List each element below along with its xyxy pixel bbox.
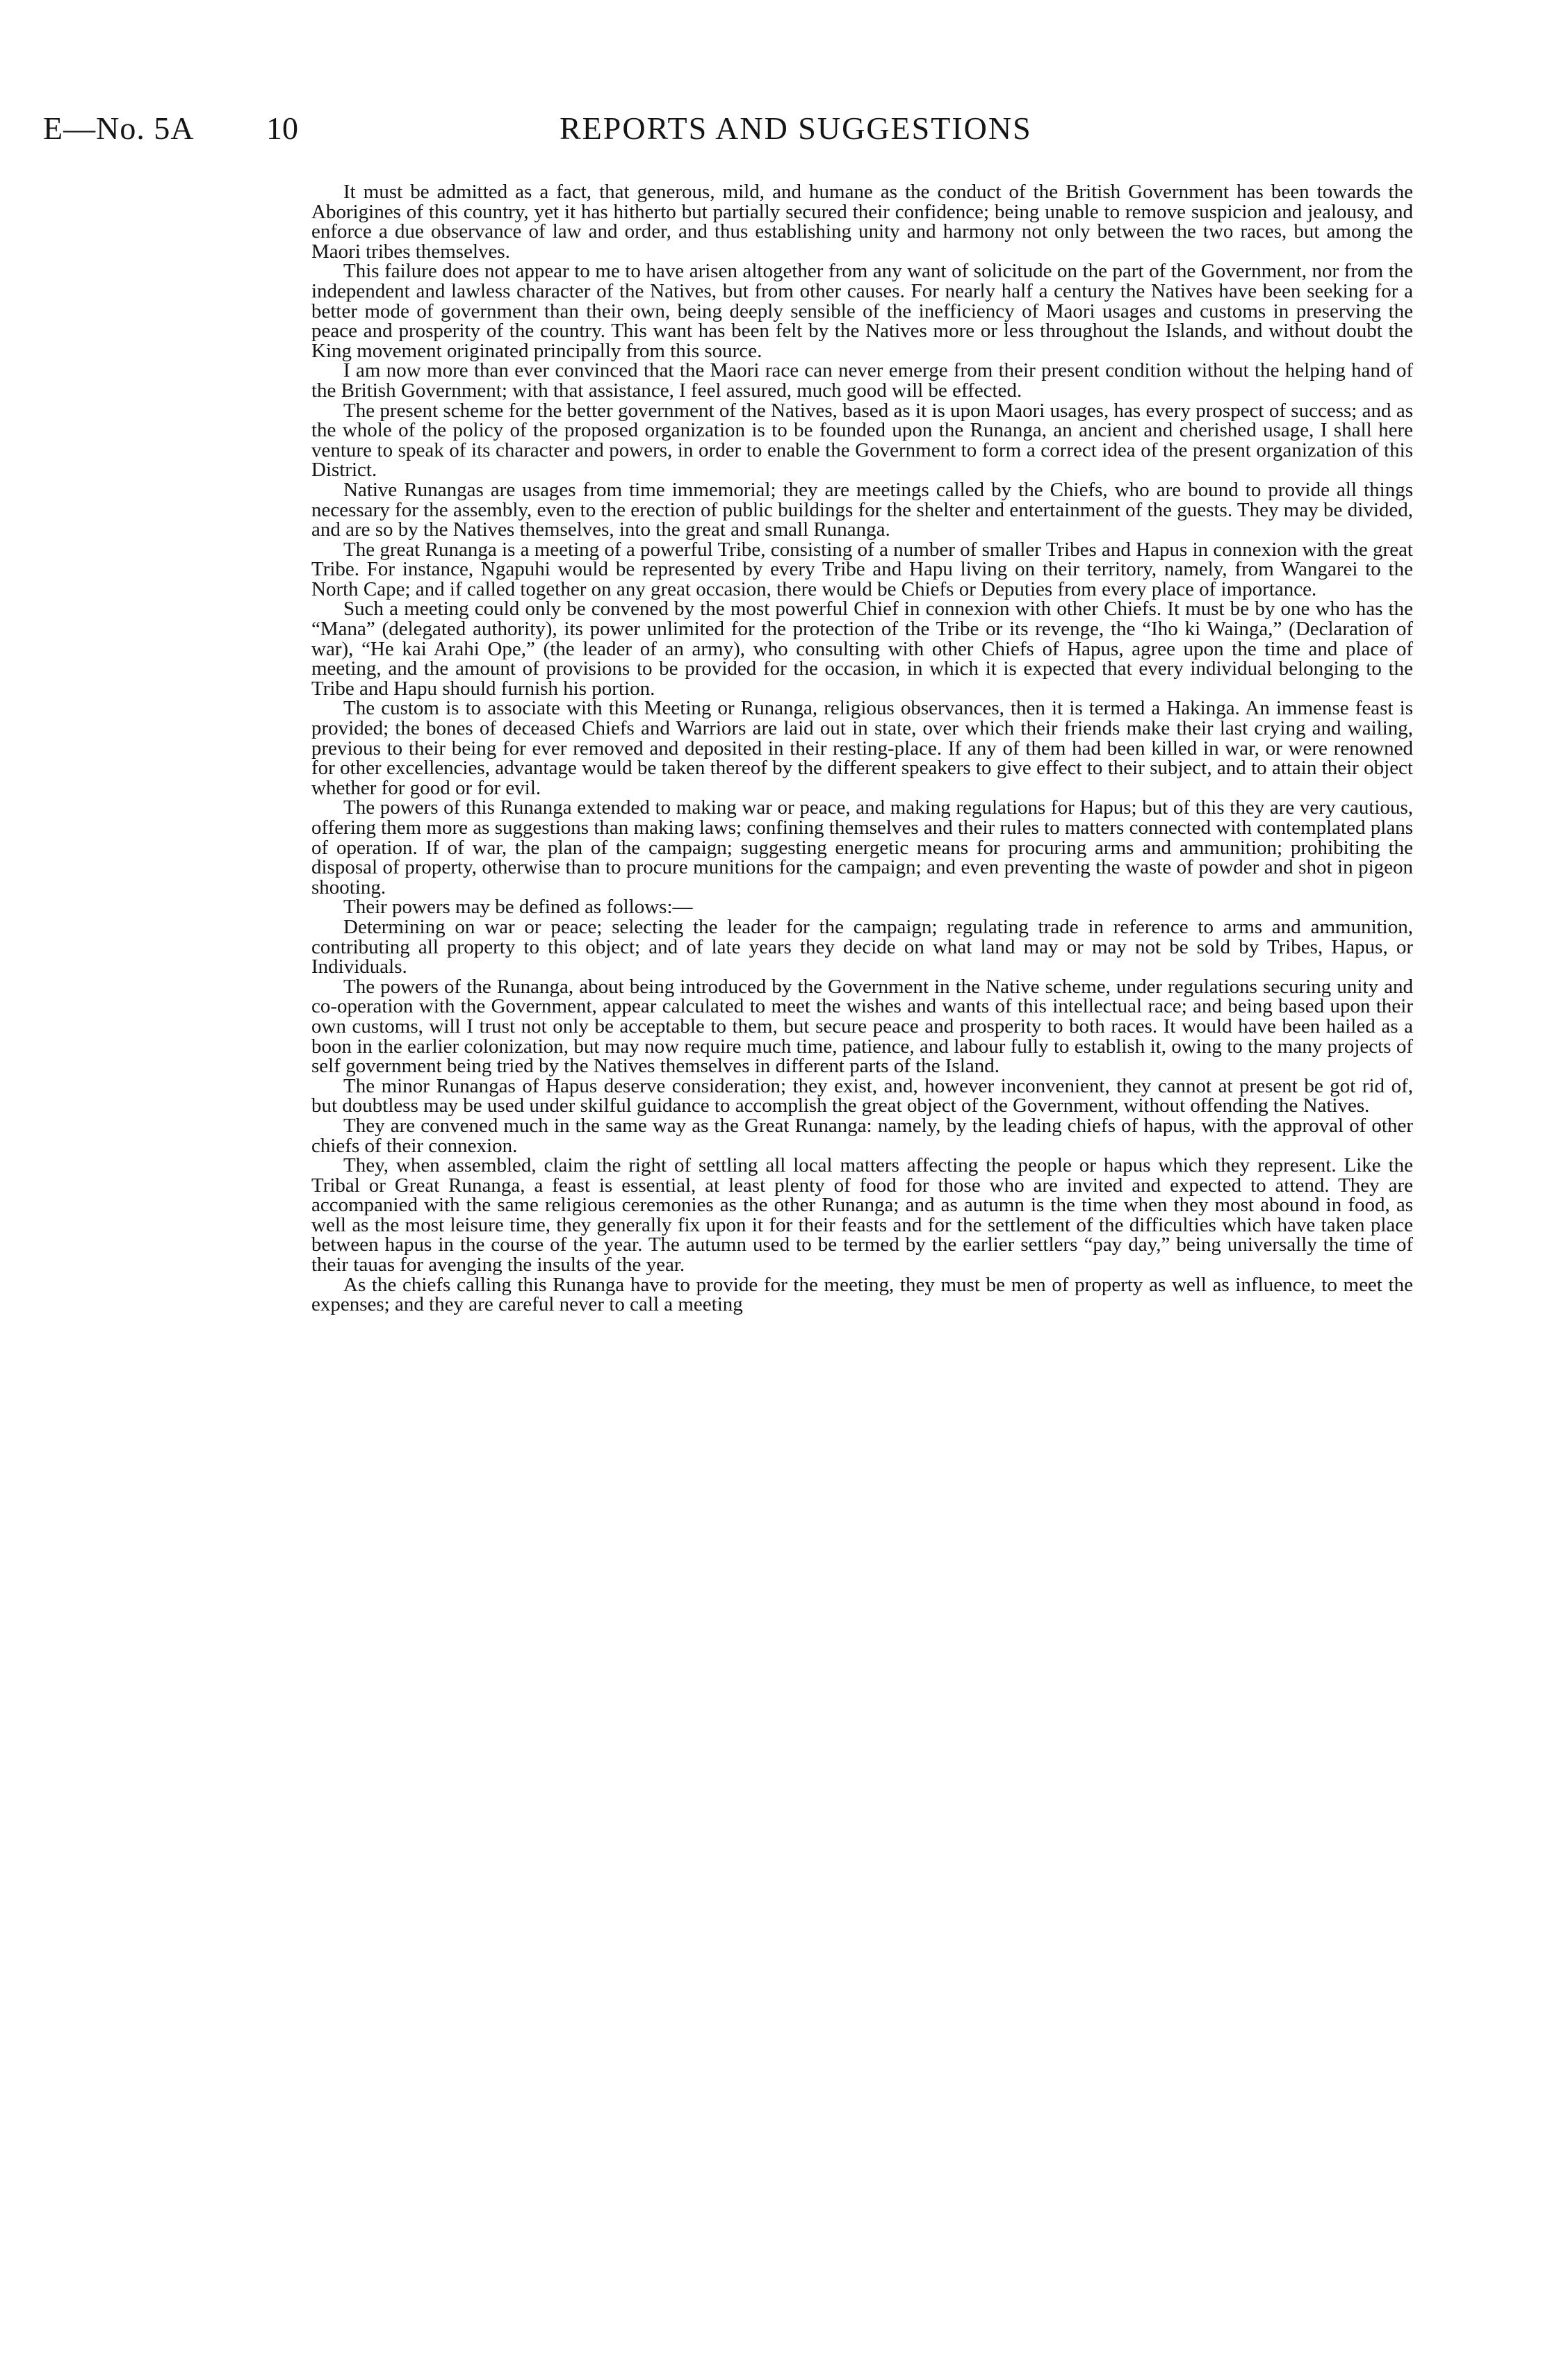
paragraph-11: Determining on war or peace; selecting the leader for the campaign; regulating trade in reference to arms and ammunition, contributing all property to this object; and of late years they decide on what land may or may not be sold by Tribes, Hapus, or Individuals. [311,915,1413,978]
paragraph-1: It must be admitted as a fact, that generous, mild, and humane as the conduct of the British Government has been towards the Aborigines of this country, yet it has hitherto but partially secured their confidence; being unable to remove suspicion and jealousy, and enforce a due observance of law and order, and thus establishing unity and harmony not only between the two races, but among the Maori tribes themselves. [311,181,1413,263]
paragraph-15: They, when assembled, claim the right of settling all local matters affecting the people or hapus which they represent. Like the Tribal or Great Runanga, a feast is essential, at least plenty of food for those who are invited and expected to attend. They are accompanied with the same religious ceremonies as the other Runanga; and as autumn is the time when they most abound in food, as well as the most leisure time, they generally fix upon it for their feasts and for the settlement of the difficulties which have taken place between hapus in the course of the year. The autumn used to be termed by the earlier settlers “pay day,” being universally the time of their tauas for avenging the insults of the year. [311,1154,1413,1277]
page-header [0,110,1559,151]
report-body [311,182,1413,1315]
paragraph-7: Such a meeting could only be convened by the most powerful Chief in connexion with other Chiefs. It must be by one who has the “Mana” (delegated authority), its power unlimited for the protection of the Tribe or its revenge, the “Iho ki Wainga,” (Declaration of war), “He kai Arahi Ope,” (the leader of an army), who consulting with other Chiefs of Hapus, agree upon the time and place of meeting, and the amount of provisions to be provided for the occasion, in which it is expected that every individual belonging to the Tribe and Hapu should furnish his portion. [311,598,1413,700]
paragraph-8: The custom is to associate with this Meeting or Runanga, religious observances, then it is termed a Hakinga. An immense feast is provided; the bones of deceased Chiefs and Warriors are laid out in state, over which their friends make their last crying and wailing, previous to their being for ever removed and deposited in their resting-place. If any of them had been killed in war, or were renowned for other excellencies, advantage would be taken thereof by the different speakers to give effect to their subject, and to attain their object whether for good or for evil. [311,697,1413,799]
paragraph-14: They are convened much in the same way as the Great Runanga: namely, by the leading chiefs of hapus, with the approval of other chiefs of their connexion. [311,1114,1413,1157]
page-number: 10 [266,110,298,146]
paragraph-10: Their powers may be defined as follows:— [343,896,693,919]
paragraph-13: The minor Runangas of Hapus deserve consideration; they exist, and, however inconvenient, they cannot at present be got rid of, but doubtless may be used under skilful guidance to accomplish the great object of the Government, without offending the Natives. [311,1074,1413,1117]
paragraph-2: This failure does not appear to me to have arisen altogether from any want of solicitude on the part of the Government, nor from the independent and lawless character of the Natives, but from other causes. For nearly half a century the Natives have been seeking for a better mode of government than their own, being deeply sensible of the inefficiency of Maori usages and customs in preserving the peace and prosperity of the country. This want has been felt by the Natives more or less throughout the Islands, and without doubt the King movement originated principally from this source. [311,260,1413,362]
running-title: REPORTS AND SUGGESTIONS [560,110,1032,146]
paragraph-12: The powers of the Runanga, about being introduced by the Government in the Native scheme, under regulations securing unity and co-operation with the Government, appear calculated to meet the wishes and wants of this intellectual race; and being based upon their own customs, will I trust not only be acceptable to them, but secure peace and prosperity to both races. It would have been hailed as a boon in the earlier colonization, but may now require much time, patience, and labour fully to establish it, owing to the many projects of self government being tried by the Natives themselves in different parts of the Island. [311,975,1413,1078]
document-code: E—No. 5A [43,110,195,146]
paragraph-16: As the chiefs calling this Runanga have to provide for the meeting, they must be men of property as well as influence, to meet the expenses; and they are careful never to call a meeting [311,1273,1413,1316]
paragraph-6: The great Runanga is a meeting of a powerful Tribe, consisting of a number of smaller Tribes and Hapus in connexion with the great Tribe. For instance, Ngapuhi would be represented by every Tribe and Hapu living on their territory, namely, from Wangarei to the North Cape; and if called together on any great occasion, there would be Chiefs or Deputies from every place of importance. [311,538,1413,600]
paragraph-9: The powers of this Runanga extended to making war or peace, and making regulations for Hapus; but of this they are very cautious, offering them more as suggestions than making laws; confining themselves and their rules to matters connected with contemplated plans of operation. If of war, the plan of the campaign; suggesting energetic means for procuring arms and ammunition; prohibiting the disposal of property, otherwise than to procure munitions for the campaign; and even preventing the waste of powder and shot in pigeon shooting. [311,796,1413,898]
paragraph-5: Native Runangas are usages from time immemorial; they are meetings called by the Chiefs, who are bound to provide all things necessary for the assembly, even to the erection of public buildings for the shelter and entertainment of the guests. They may be divided, and are so by the Natives themselves, into the great and small Runanga. [311,478,1413,541]
paragraph-3: I am now more than ever convinced that the Maori race can never emerge from their present condition without the helping hand of the British Government; with that assistance, I feel assured, much good will be effected. [311,359,1413,402]
paragraph-4: The present scheme for the better government of the Natives, based as it is upon Maori usages, has every prospect of success; and as the whole of the policy of the proposed organization is to be founded upon the Runanga, an ancient and cherished usage, I shall here venture to speak of its character and powers, in order to enable the Government to form a correct idea of the present organization of this District. [311,399,1413,482]
